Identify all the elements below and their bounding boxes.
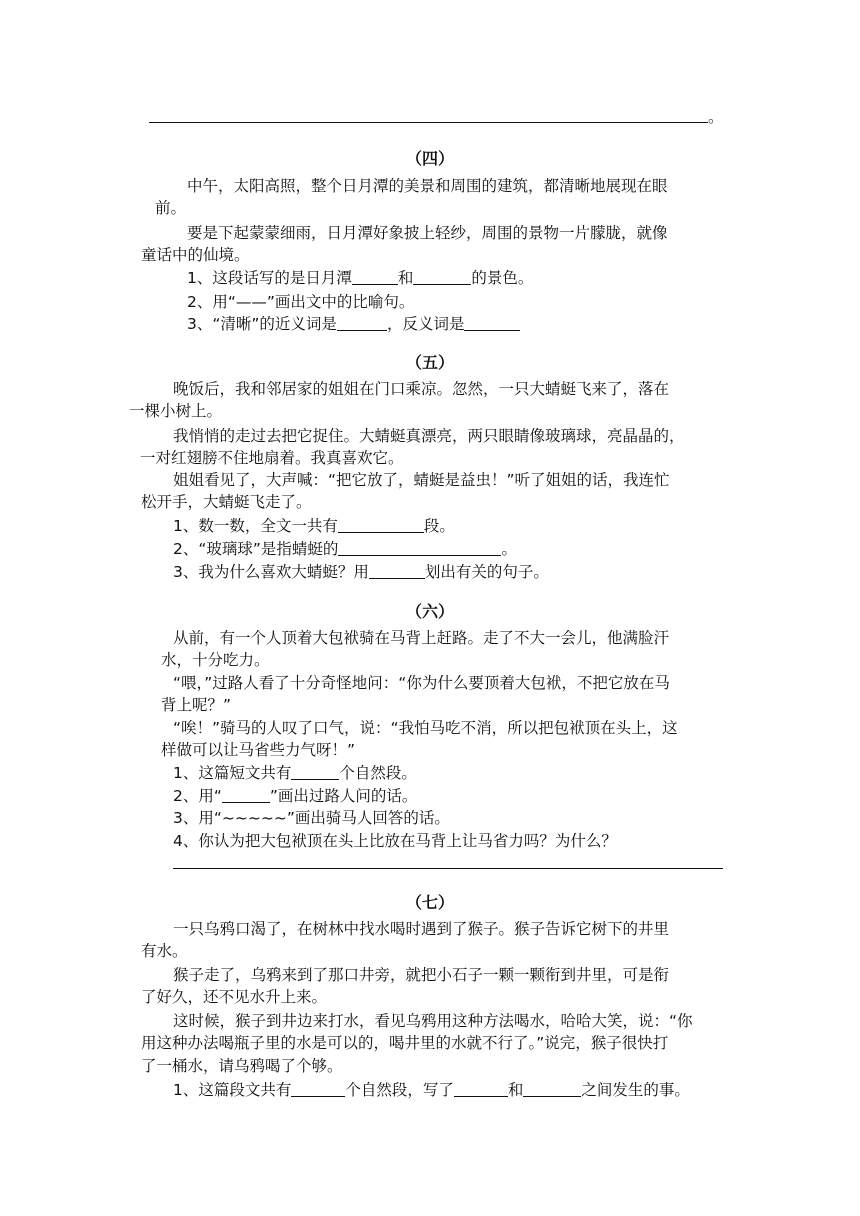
question-text: 1、数一数，全文一共有 — [173, 517, 338, 535]
question-text: 1、这篇段文共有 — [173, 1081, 292, 1099]
paragraph: 中午，太阳高照，整个日月潭的美景和周围的建筑，都清晰地展现在眼 — [187, 177, 668, 195]
paragraph: 一棵小树上。 — [129, 402, 223, 420]
paragraph: 要是下起蒙蒙细雨，日月潭好象披上轻纱，周围的景物一片朦胧，就像 — [187, 224, 668, 242]
end-mark: 。 — [708, 108, 724, 126]
answer-blank[interactable] — [291, 1080, 345, 1097]
answer-blank[interactable] — [338, 516, 424, 533]
question-text: 个自然段，写了 — [345, 1081, 454, 1099]
question-text: ”画出过路人问的话。 — [269, 787, 418, 805]
question-text: 和 — [397, 269, 414, 287]
answer-blank[interactable] — [413, 268, 471, 285]
question-text: 1、这段话写的是日月潭 — [187, 269, 352, 287]
question-text: ，反义词是 — [386, 315, 465, 333]
section-title-4: （四） — [405, 149, 454, 168]
question-2 — [173, 538, 517, 560]
paragraph: 背上呢？” — [161, 696, 232, 714]
paragraph: 样做可以让马省些力气呀！” — [161, 741, 356, 759]
answer-line[interactable] — [173, 868, 723, 869]
question-text: 1、这篇短文共有 — [173, 764, 292, 782]
answer-blank[interactable] — [523, 1080, 581, 1097]
paragraph: 从前，有一个人顶着大包袱骑在马背上赶路。走了不大一会儿，他满脸汗 — [173, 629, 670, 647]
answer-blank[interactable] — [337, 314, 387, 331]
answer-blank[interactable] — [338, 539, 501, 556]
paragraph: 了一桶水，请乌鸦喝了个够。 — [141, 1057, 343, 1075]
answer-blank[interactable] — [454, 1080, 508, 1097]
question-text: 2、“玻璃球”是指蜻蜓的 — [173, 540, 339, 558]
paragraph: 了好久，还不见水升上来。 — [141, 988, 328, 1006]
answer-blank[interactable] — [291, 763, 339, 780]
question-text: 之间发生的事。 — [581, 1081, 690, 1099]
paragraph: 用这种办法喝瓶子里的水是可以的，喝井里的水就不行了。”说完，猴子很快打 — [141, 1034, 669, 1052]
paragraph: 猴子走了，乌鸦来到了那口井旁，就把小石子一颗一颗衔到井里，可是衔 — [173, 966, 670, 984]
section-title-6: （六） — [405, 602, 454, 621]
question-text: 划出有关的句子。 — [424, 563, 549, 581]
paragraph: 童话中的仙境。 — [141, 246, 250, 264]
question-text: 3、“清晰”的近义词是 — [187, 315, 337, 333]
question-3: 3、用“~~~~~”画出骑马人回答的话。 — [173, 809, 450, 827]
question-4: 4、你认为把大包袱顶在头上比放在马背上让马省力吗？为什么？ — [173, 832, 617, 850]
question-text: 。 — [501, 540, 517, 558]
question-1 — [173, 515, 455, 537]
paragraph: 松开手，大蜻蜓飞走了。 — [141, 493, 312, 511]
paragraph: 一只乌鸦口渴了，在树林中找水喝时遇到了猴子。猴子告诉它树下的井里 — [173, 920, 670, 938]
paragraph: 前。 — [155, 199, 187, 217]
paragraph: 姐姐看见了，大声喊：“把它放了，蜻蜓是益虫！”听了姐姐的话，我连忙 — [173, 471, 670, 489]
question-text: 2、用“ — [173, 787, 222, 805]
question-text: 段。 — [423, 517, 455, 535]
paragraph: 一对红翅膀不住地扇着。我真喜欢它。 — [140, 449, 404, 467]
paragraph: 这时候，猴子到井边来打水，看见乌鸦用这种方法喝水，哈哈大笑，说：“你 — [173, 1012, 693, 1030]
question-1 — [173, 762, 417, 784]
answer-blank[interactable] — [369, 562, 425, 579]
question-text: 个自然段。 — [339, 764, 417, 782]
question-2 — [173, 785, 417, 807]
paragraph: 水，十分吃力。 — [161, 651, 270, 669]
paragraph: 晚饭后，我和邻居家的姐姐在门口乘凉。忽然，一只大蜻蜓飞来了，落在 — [173, 380, 670, 398]
answer-blank[interactable] — [222, 786, 270, 803]
section-title-5: （五） — [405, 353, 454, 372]
answer-line — [149, 122, 708, 123]
paragraph: “唉！”骑马的人叹了口气，说：“我怕马吃不消，所以把包袱顶在头上，这 — [173, 719, 678, 737]
question-text: 的景色。 — [471, 269, 534, 287]
question-1 — [187, 267, 533, 289]
answer-blank[interactable] — [464, 314, 520, 331]
question-3 — [173, 561, 549, 583]
question-2: 2、用“——”画出文中的比喻句。 — [187, 293, 415, 311]
paragraph: 我悄悄的走过去把它捉住。大蜻蜓真漂亮，两只眼睛像玻璃球，亮晶晶的， — [173, 427, 685, 445]
question-3 — [187, 313, 520, 335]
question-text: 和 — [507, 1081, 524, 1099]
answer-blank[interactable] — [352, 268, 398, 285]
question-text: 3、我为什么喜欢大蜻蜓？用 — [173, 563, 369, 581]
question-1 — [173, 1079, 690, 1101]
section-title-7: （七） — [405, 893, 454, 912]
paragraph: 有水。 — [141, 942, 188, 960]
paragraph: “喂，”过路人看了十分奇怪地问：“你为什么要顶着大包袱，不把它放在马 — [173, 674, 670, 692]
